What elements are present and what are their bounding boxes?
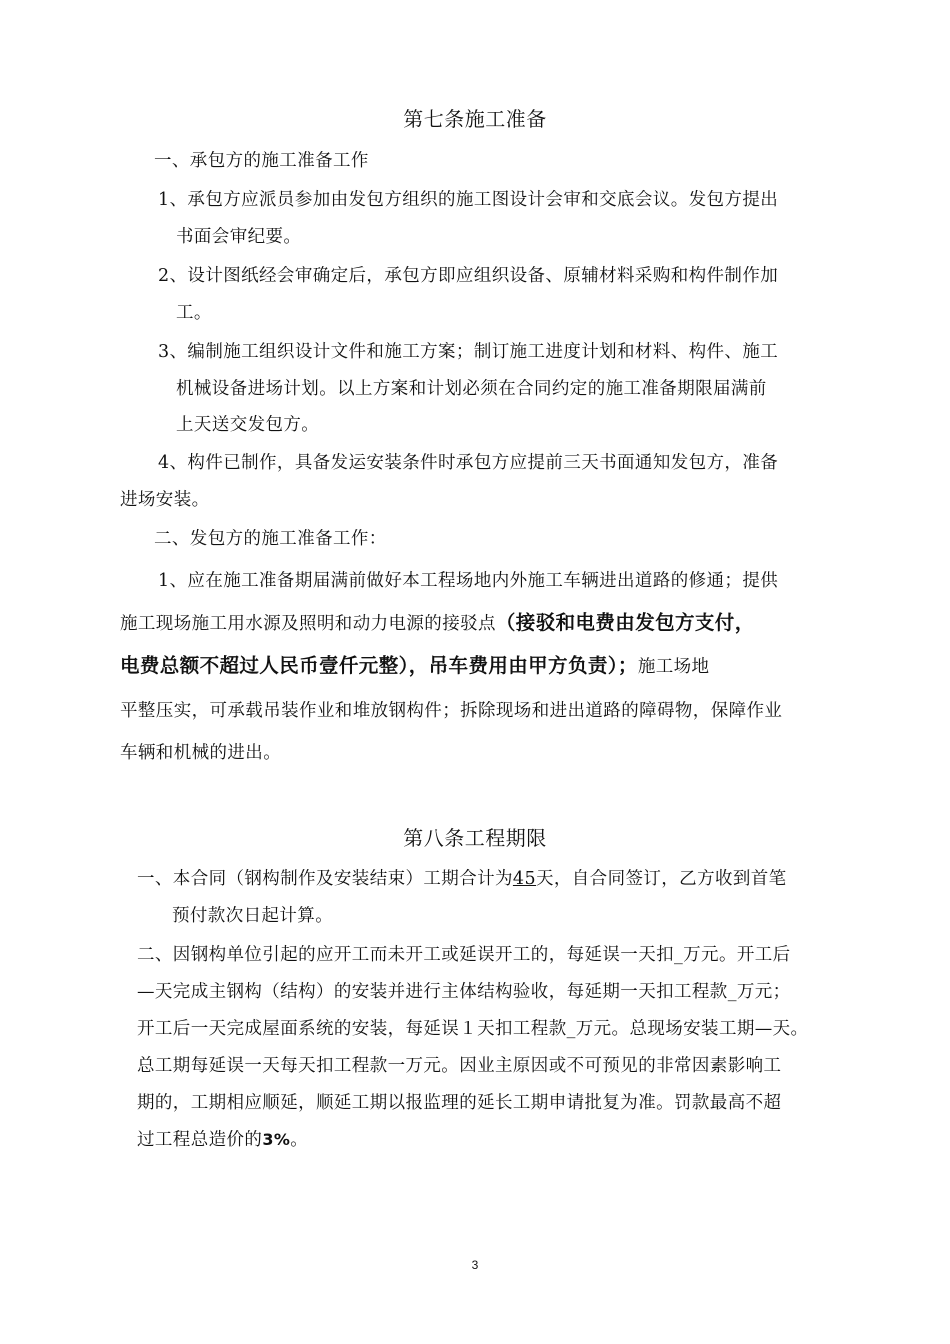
clause-1-days: 45 xyxy=(512,869,536,889)
part-2-line-3-bold: 电费总额不超过人民币壹仟元整），吊车费用由甲方负责）； xyxy=(120,654,638,677)
item-3-line-2: 机械设备进场计划。以上方案和计划必须在合同约定的施工准备期限届满前 xyxy=(176,379,767,399)
part-2-line-2 xyxy=(120,611,755,636)
section-8-title: 第八条工程期限 xyxy=(403,826,547,850)
clause-2-line-6-text: 过工程总造价的 xyxy=(137,1130,263,1150)
section-7-title: 第七条施工准备 xyxy=(403,107,547,131)
clause-1-text-a: 一、本合同（钢构制作及安装结束）工期合计为 xyxy=(137,869,513,889)
part-2-line-5: 车辆和机械的进出。 xyxy=(120,743,282,763)
penalty-cap-percent: 3% xyxy=(262,1130,291,1149)
part-2-line-4: 平整压实，可承载吊装作业和堆放钢构件；拆除现场和进出道路的障碍物，保障作业 xyxy=(120,701,783,721)
part-2-heading: 二、发包方的施工准备工作： xyxy=(154,529,387,549)
clause-1-line-1 xyxy=(137,867,787,891)
item-1-line-1: 1、承包方应派员参加由发包方组织的施工图设计会审和交底会议。发包方提出 xyxy=(158,190,779,210)
clause-2-line-5: 期的，工期相应顺延，顺延工期以报监理的延长工期申请批复为准。罚款最高不超 xyxy=(137,1093,782,1113)
item-4-line-1: 4、构件已制作，具备发运安装条件时承包方应提前三天书面通知发包方，准备 xyxy=(158,453,779,473)
item-4-line-2: 进场安装。 xyxy=(120,490,210,510)
item-3-line-3: 上天送交发包方。 xyxy=(176,415,320,435)
part-2-line-3 xyxy=(120,654,709,679)
clause-2-line-6-end: 。 xyxy=(290,1130,309,1150)
clause-2-line-4: 总工期每延误一天每天扣工程款一万元。因业主原因或不可预见的非常因素影响工 xyxy=(137,1056,782,1076)
clause-2-line-3: 开工后一天完成屋面系统的安装，每延误１天扣工程款_万元。总现场安装工期—天。 xyxy=(137,1019,809,1039)
part-2-line-1: 1、应在施工准备期届满前做好本工程场地内外施工车辆进出道路的修通；提供 xyxy=(158,571,779,591)
clause-2-line-6 xyxy=(137,1128,308,1152)
part-2-line-2-normal: 施工现场施工用水源及照明和动力电源的接驳点 xyxy=(120,614,496,634)
part-2-line-3-normal: 施工场地 xyxy=(637,657,710,677)
clause-2-line-2: —天完成主钢构（结构）的安装并进行主体结构验收，每延期一天扣工程款_万元； xyxy=(137,982,791,1002)
clause-1-text-b: 天，自合同签订，乙方收到首笔 xyxy=(535,869,787,889)
item-3-line-1: 3、编制施工组织设计文件和施工方案；制订施工进度计划和材料、构件、施工 xyxy=(158,342,779,362)
part-2-line-2-bold: （接驳和电费由发包方支付， xyxy=(495,611,755,634)
clause-1-line-2: 预付款次日起计算。 xyxy=(172,906,334,926)
item-2-line-1: 2、设计图纸经会审确定后，承包方即应组织设备、原辅材料采购和构件制作加 xyxy=(158,266,779,286)
part-1-heading: 一、承包方的施工准备工作 xyxy=(154,151,369,171)
clause-2-line-1: 二、因钢构单位引起的应开工而未开工或延误开工的，每延误一天扣_万元。开工后 xyxy=(137,945,791,965)
item-2-line-2: 工。 xyxy=(176,303,212,323)
page-number: 3 xyxy=(471,1258,479,1272)
item-1-line-2: 书面会审纪要。 xyxy=(176,227,302,247)
